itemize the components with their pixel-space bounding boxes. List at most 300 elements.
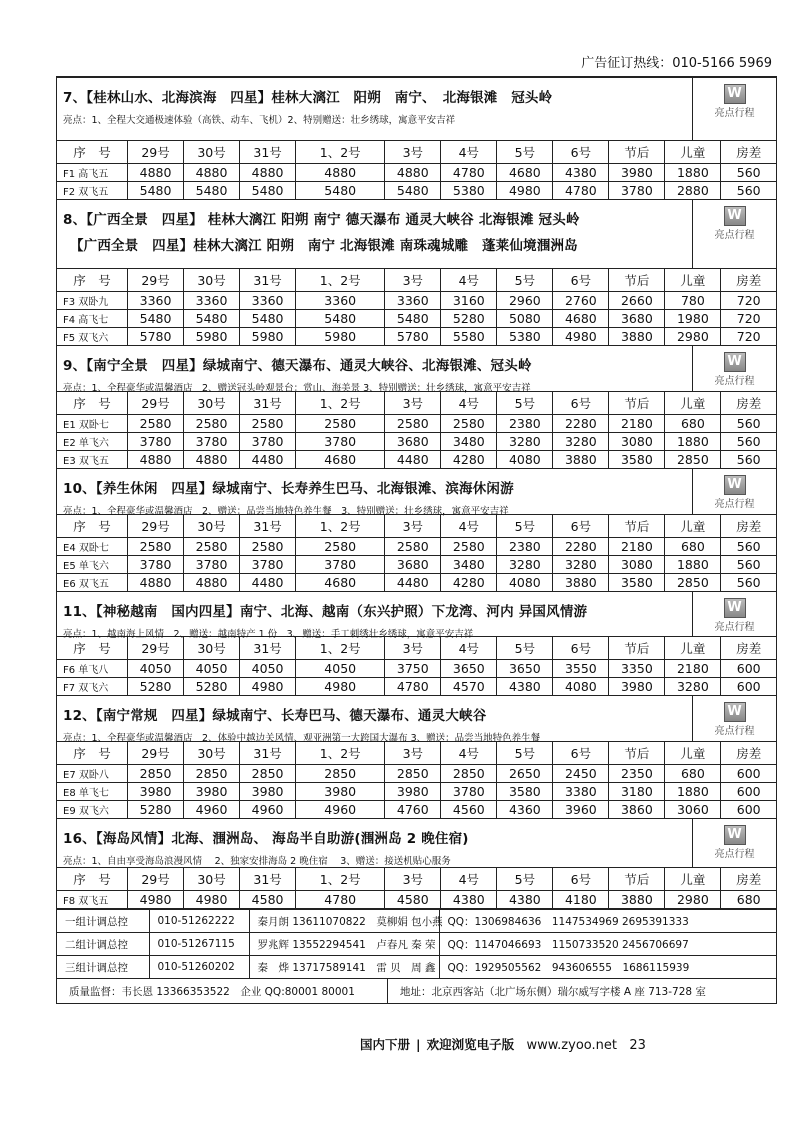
badge-label: 亮点行程	[714, 108, 755, 119]
tour-highlights: 亮点：1、全程豪华或温馨酒店 2、体验中越边关风情、观亚洲第一大跨国大瀑布 3、赠送：品尝当地特色养生餐	[63, 733, 541, 744]
price-cell: 3380	[553, 783, 609, 801]
price-cell: 4880	[184, 451, 240, 469]
column-header: 房差	[721, 269, 776, 292]
price-cell: 720	[721, 292, 776, 310]
route-code: F6 单飞八	[57, 660, 128, 678]
price-cell: 5480	[240, 182, 296, 200]
column-header: 31号	[240, 637, 296, 660]
column-header: 节后	[609, 515, 665, 538]
column-header: 节后	[609, 868, 665, 891]
page-number: 23	[629, 1038, 646, 1053]
price-cell: 3580	[609, 451, 665, 469]
price-cell: 5280	[128, 801, 184, 819]
price-cell: 560	[721, 164, 776, 182]
tour-text	[57, 469, 637, 517]
badge-label: 亮点行程	[714, 849, 755, 860]
column-header: 节后	[609, 141, 665, 164]
column-header: 儿童	[665, 868, 721, 891]
price-cell: 3680	[385, 433, 441, 451]
price-cell: 3180	[609, 783, 665, 801]
highlight-itinerary-badge[interactable]	[692, 592, 776, 636]
table-header-row	[57, 515, 776, 538]
price-cell: 1880	[665, 783, 721, 801]
price-cell: 4880	[296, 164, 385, 182]
price-cell: 1880	[665, 164, 721, 182]
price-cell: 3960	[553, 801, 609, 819]
tour-section	[57, 346, 776, 469]
column-header: 5号	[497, 141, 553, 164]
tour-title: 11、【神秘越南 国内四星】南宁、北海、越南（东兴护照）下龙湾、河内 异国风情游	[63, 604, 588, 620]
tour-highlights: 亮点：1、全程豪华或温馨酒店 2、赠送冠头岭观景台：赏山、海美景 3、特别赠送：壮乡绣球，寓意平安吉祥	[63, 383, 531, 394]
price-cell: 4480	[385, 574, 441, 592]
table-header-row	[57, 269, 776, 292]
price-cell: 3350	[609, 660, 665, 678]
price-cell: 3550	[553, 660, 609, 678]
price-cell: 3280	[553, 556, 609, 574]
route-code: F5 双飞六	[57, 328, 128, 346]
column-header: 30号	[184, 637, 240, 660]
price-cell: 4050	[296, 660, 385, 678]
price-cell: 680	[665, 415, 721, 433]
column-header: 房差	[721, 141, 776, 164]
tour-section	[57, 469, 776, 592]
price-cell: 4760	[385, 801, 441, 819]
price-cell: 4680	[553, 310, 609, 328]
route-code: F8 双飞五	[57, 891, 128, 909]
price-cell: 2580	[240, 415, 296, 433]
price-cell: 600	[721, 660, 776, 678]
route-code: F4 高飞七	[57, 310, 128, 328]
column-header: 31号	[240, 141, 296, 164]
price-cell: 560	[721, 415, 776, 433]
price-cell: 4980	[128, 891, 184, 909]
qq-numbers: QQ：1147046693 1150733520 2456706697	[439, 933, 776, 956]
price-cell: 560	[721, 574, 776, 592]
tour-header	[57, 696, 776, 744]
column-header: 3号	[385, 515, 441, 538]
highlight-itinerary-badge[interactable]	[692, 200, 776, 268]
table-row	[57, 556, 776, 574]
group-name: 一组计调总控	[57, 910, 149, 933]
price-cell: 600	[721, 801, 776, 819]
tour-highlights: 亮点：1、自由享受海岛浪漫风情 2、独家安排海岛 2 晚住宿 3、赠送：接送机贴心服务	[63, 856, 451, 867]
price-cell: 2580	[385, 538, 441, 556]
column-header: 31号	[240, 868, 296, 891]
w-logo-icon: W	[724, 598, 746, 618]
tour-section	[57, 200, 776, 346]
column-header: 30号	[184, 269, 240, 292]
price-cell: 680	[665, 765, 721, 783]
price-cell: 3980	[240, 783, 296, 801]
column-header: 房差	[721, 637, 776, 660]
table-header-row	[57, 141, 776, 164]
table-row	[57, 182, 776, 200]
price-cell: 3680	[385, 556, 441, 574]
column-header: 29号	[128, 742, 184, 765]
price-cell: 600	[721, 765, 776, 783]
route-code: E5 单飞六	[57, 556, 128, 574]
price-cell: 3160	[441, 292, 497, 310]
price-cell: 5980	[296, 328, 385, 346]
price-cell: 3860	[609, 801, 665, 819]
column-header: 6号	[553, 269, 609, 292]
price-cell: 3780	[441, 783, 497, 801]
price-cell: 3280	[497, 433, 553, 451]
price-cell: 4880	[128, 164, 184, 182]
column-header: 4号	[441, 269, 497, 292]
price-cell: 3980	[296, 783, 385, 801]
column-header: 5号	[497, 269, 553, 292]
price-cell: 3360	[240, 292, 296, 310]
column-header: 31号	[240, 515, 296, 538]
office-address: 地址：北京西客站（北广场东侧）瑞尔威写字楼 A 座 713-728 室	[400, 985, 706, 998]
price-cell: 2850	[184, 765, 240, 783]
price-cell: 1980	[665, 310, 721, 328]
column-header: 5号	[497, 515, 553, 538]
w-logo-icon: W	[724, 825, 746, 845]
tour-section	[57, 592, 776, 696]
tour-title: 9、【南宁全景 四星】绿城南宁、德天瀑布、通灵大峡谷、北海银滩、冠头岭	[63, 358, 532, 374]
price-cell: 3280	[665, 678, 721, 696]
price-cell: 3360	[184, 292, 240, 310]
column-header: 序 号	[57, 637, 128, 660]
column-header: 31号	[240, 269, 296, 292]
column-header: 3号	[385, 141, 441, 164]
column-header: 房差	[721, 515, 776, 538]
price-cell: 4880	[184, 164, 240, 182]
column-header: 4号	[441, 868, 497, 891]
column-header: 1、2号	[296, 515, 385, 538]
column-header: 节后	[609, 742, 665, 765]
price-table	[57, 636, 776, 695]
column-header: 序 号	[57, 141, 128, 164]
website-link[interactable]: www.zyoo.net	[526, 1038, 617, 1053]
route-code: F3 双卧九	[57, 292, 128, 310]
column-header: 儿童	[665, 515, 721, 538]
tour-title: 12、【南宁常规 四星】绿城南宁、长寿巴马、德天瀑布、通灵大峡谷	[63, 708, 487, 724]
column-header: 3号	[385, 742, 441, 765]
quality-address-row	[57, 978, 776, 1003]
table-row	[57, 765, 776, 783]
contact-row	[57, 910, 776, 933]
column-header: 6号	[553, 868, 609, 891]
staff-contacts: 秦月朗 13611070822 莫柳娟 包小燕	[249, 910, 439, 933]
price-cell: 4280	[441, 451, 497, 469]
price-cell: 4780	[441, 164, 497, 182]
group-phone[interactable]: 010-51262222	[149, 910, 249, 933]
price-cell: 4880	[128, 451, 184, 469]
price-cell: 4480	[240, 574, 296, 592]
page-footer	[360, 1035, 646, 1053]
price-cell: 5480	[128, 182, 184, 200]
price-cell: 3980	[609, 164, 665, 182]
column-header: 序 号	[57, 392, 128, 415]
badge-label: 亮点行程	[714, 499, 755, 510]
table-row	[57, 433, 776, 451]
tour-title: 16、【海岛风情】北海、涠洲岛、 海岛半自助游(涠洲岛 2 晚住宿)	[63, 831, 469, 847]
ebook-label: 欢迎浏览电子版	[426, 1037, 515, 1052]
badge-label: 亮点行程	[714, 376, 755, 387]
highlight-itinerary-badge[interactable]	[692, 78, 776, 140]
price-cell: 680	[721, 891, 776, 909]
table-row	[57, 660, 776, 678]
route-code: F2 双飞五	[57, 182, 128, 200]
price-cell: 2760	[553, 292, 609, 310]
table-row	[57, 328, 776, 346]
column-header: 29号	[128, 637, 184, 660]
tour-header	[57, 200, 776, 268]
column-header: 5号	[497, 742, 553, 765]
price-cell: 3360	[296, 292, 385, 310]
price-cell: 2850	[665, 451, 721, 469]
group-phone[interactable]: 010-51260202	[149, 956, 249, 979]
column-header: 6号	[553, 392, 609, 415]
column-header: 1、2号	[296, 392, 385, 415]
column-header: 3号	[385, 269, 441, 292]
group-phone[interactable]: 010-51267115	[149, 933, 249, 956]
price-cell: 2960	[497, 292, 553, 310]
price-cell: 4480	[385, 451, 441, 469]
price-cell: 4960	[184, 801, 240, 819]
price-cell: 4680	[497, 164, 553, 182]
highlight-itinerary-badge[interactable]	[692, 469, 776, 514]
price-cell: 3480	[441, 433, 497, 451]
price-cell: 2850	[296, 765, 385, 783]
column-header: 29号	[128, 269, 184, 292]
column-header: 4号	[441, 742, 497, 765]
price-cell: 2580	[385, 415, 441, 433]
price-cell: 3360	[128, 292, 184, 310]
tour-title: 【广西全景 四星】桂林大漓江 阳朔 南宁 北海银滩 南珠魂城雕 蓬莱仙境涠洲岛	[63, 238, 578, 254]
table-row	[57, 801, 776, 819]
highlight-itinerary-badge[interactable]	[692, 819, 776, 867]
group-name: 二组计调总控	[57, 933, 149, 956]
tour-highlights: 亮点：1、越南海上风情 2、赠送：越南特产 1 份 3、赠送：手工刺绣壮乡绣球，寓意平安吉祥	[63, 629, 474, 640]
price-cell: 3080	[609, 556, 665, 574]
tour-text	[57, 696, 637, 744]
table-row	[57, 891, 776, 909]
price-cell: 2180	[665, 660, 721, 678]
price-cell: 5780	[128, 328, 184, 346]
column-header: 房差	[721, 742, 776, 765]
table-header-row	[57, 868, 776, 891]
price-cell: 4960	[240, 801, 296, 819]
route-code: E7 双卧八	[57, 765, 128, 783]
w-logo-icon: W	[724, 702, 746, 722]
contact-table	[57, 909, 776, 978]
table-row	[57, 538, 776, 556]
price-cell: 600	[721, 783, 776, 801]
w-logo-icon: W	[724, 84, 746, 104]
price-cell: 4080	[553, 678, 609, 696]
price-cell: 2980	[665, 891, 721, 909]
tour-section	[57, 78, 776, 200]
price-table	[57, 514, 776, 591]
column-header: 5号	[497, 392, 553, 415]
price-cell: 3780	[240, 433, 296, 451]
price-cell: 4980	[296, 678, 385, 696]
column-header: 儿童	[665, 269, 721, 292]
price-cell: 3650	[497, 660, 553, 678]
column-header: 30号	[184, 515, 240, 538]
price-cell: 680	[665, 538, 721, 556]
price-cell: 3280	[553, 433, 609, 451]
price-cell: 3780	[296, 556, 385, 574]
price-cell: 4980	[497, 182, 553, 200]
tour-header	[57, 819, 776, 867]
highlight-itinerary-badge[interactable]	[692, 696, 776, 741]
footer-separator: |	[416, 1037, 421, 1052]
price-cell: 3580	[497, 783, 553, 801]
route-code: E3 双飞五	[57, 451, 128, 469]
price-cell: 3980	[609, 678, 665, 696]
price-cell: 3780	[184, 556, 240, 574]
price-cell: 4570	[441, 678, 497, 696]
column-header: 1、2号	[296, 868, 385, 891]
tour-text	[57, 592, 637, 640]
tour-highlights: 亮点：1、全程大交通极速体验（高铁、动车、飞机）2、特别赠送：壮乡绣球，寓意平安吉祥	[63, 115, 456, 126]
price-cell: 4380	[497, 678, 553, 696]
price-cell: 4380	[441, 891, 497, 909]
group-name: 三组计调总控	[57, 956, 149, 979]
price-cell: 4050	[128, 660, 184, 678]
price-cell: 2280	[553, 538, 609, 556]
price-cell: 3650	[441, 660, 497, 678]
price-table	[57, 268, 776, 345]
column-header: 1、2号	[296, 141, 385, 164]
price-cell: 2580	[441, 538, 497, 556]
tour-title: 8、【广西全景 四星】 桂林大漓江 阳朔 南宁 德天瀑布 通灵大峡谷 北海银滩 冠头岭	[63, 212, 580, 228]
price-table	[57, 741, 776, 818]
table-row	[57, 678, 776, 696]
price-cell: 5980	[184, 328, 240, 346]
price-cell: 2850	[385, 765, 441, 783]
price-cell: 4180	[553, 891, 609, 909]
column-header: 儿童	[665, 742, 721, 765]
table-row	[57, 415, 776, 433]
price-cell: 4080	[497, 574, 553, 592]
price-cell: 5480	[128, 310, 184, 328]
column-header: 4号	[441, 515, 497, 538]
price-cell: 3080	[609, 433, 665, 451]
tour-section	[57, 819, 776, 909]
price-table	[57, 867, 776, 908]
price-cell: 2850	[665, 574, 721, 592]
price-cell: 3780	[296, 433, 385, 451]
quality-supervision: 质量监督：韦长恩 13366353522 企业 QQ:80001 80001	[57, 979, 388, 1003]
column-header: 6号	[553, 141, 609, 164]
price-cell: 3280	[497, 556, 553, 574]
price-cell: 720	[721, 328, 776, 346]
price-cell: 4980	[553, 328, 609, 346]
price-cell: 5380	[441, 182, 497, 200]
price-cell: 5480	[296, 182, 385, 200]
price-cell: 560	[721, 451, 776, 469]
table-row	[57, 292, 776, 310]
route-code: E4 双卧七	[57, 538, 128, 556]
price-cell: 2350	[609, 765, 665, 783]
price-cell: 4480	[240, 451, 296, 469]
price-cell: 3880	[609, 328, 665, 346]
column-header: 儿童	[665, 141, 721, 164]
price-cell: 2880	[665, 182, 721, 200]
price-cell: 3060	[665, 801, 721, 819]
tour-text	[57, 78, 637, 126]
price-cell: 4360	[497, 801, 553, 819]
tour-title: 7、【桂林山水、北海滨海 四星】桂林大漓江 阳朔 南宁、 北海银滩 冠头岭	[63, 90, 553, 106]
column-header: 31号	[240, 742, 296, 765]
price-cell: 4980	[184, 891, 240, 909]
price-cell: 4380	[553, 164, 609, 182]
column-header: 5号	[497, 637, 553, 660]
tour-text	[57, 819, 637, 867]
column-header: 5号	[497, 868, 553, 891]
highlight-itinerary-badge[interactable]	[692, 346, 776, 391]
price-cell: 5280	[441, 310, 497, 328]
price-cell: 2380	[497, 538, 553, 556]
price-cell: 2660	[609, 292, 665, 310]
price-cell: 5580	[441, 328, 497, 346]
price-cell: 3780	[128, 556, 184, 574]
column-header: 序 号	[57, 515, 128, 538]
price-cell: 3980	[184, 783, 240, 801]
price-cell: 3480	[441, 556, 497, 574]
price-cell: 2450	[553, 765, 609, 783]
price-cell: 2180	[609, 538, 665, 556]
price-cell: 2580	[296, 415, 385, 433]
column-header: 6号	[553, 637, 609, 660]
price-cell: 3780	[128, 433, 184, 451]
price-cell: 780	[665, 292, 721, 310]
price-cell: 3780	[609, 182, 665, 200]
price-cell: 2180	[609, 415, 665, 433]
tour-header	[57, 469, 776, 517]
price-cell: 4080	[497, 451, 553, 469]
price-cell: 4880	[385, 164, 441, 182]
column-header: 节后	[609, 637, 665, 660]
column-header: 1、2号	[296, 742, 385, 765]
column-header: 29号	[128, 141, 184, 164]
price-cell: 5280	[128, 678, 184, 696]
price-cell: 2580	[441, 415, 497, 433]
contact-row	[57, 933, 776, 956]
tour-title: 10、【养生休闲 四星】绿城南宁、长寿养生巴马、北海银滩、滨海休闲游	[63, 481, 514, 497]
price-cell: 3360	[385, 292, 441, 310]
w-logo-icon: W	[724, 475, 746, 495]
price-cell: 4780	[296, 891, 385, 909]
w-logo-icon: W	[724, 206, 746, 226]
price-cell: 5080	[497, 310, 553, 328]
price-cell: 720	[721, 310, 776, 328]
column-header: 30号	[184, 141, 240, 164]
price-cell: 2850	[128, 765, 184, 783]
column-header: 节后	[609, 269, 665, 292]
column-header: 1、2号	[296, 637, 385, 660]
table-header-row	[57, 742, 776, 765]
price-cell: 3880	[609, 891, 665, 909]
price-cell: 4680	[296, 451, 385, 469]
tour-header	[57, 346, 776, 394]
price-cell: 560	[721, 182, 776, 200]
column-header: 6号	[553, 742, 609, 765]
column-header: 29号	[128, 868, 184, 891]
price-cell: 4880	[240, 164, 296, 182]
price-cell: 4560	[441, 801, 497, 819]
table-row	[57, 451, 776, 469]
price-cell: 2380	[497, 415, 553, 433]
column-header: 序 号	[57, 868, 128, 891]
route-code: E9 双飞六	[57, 801, 128, 819]
